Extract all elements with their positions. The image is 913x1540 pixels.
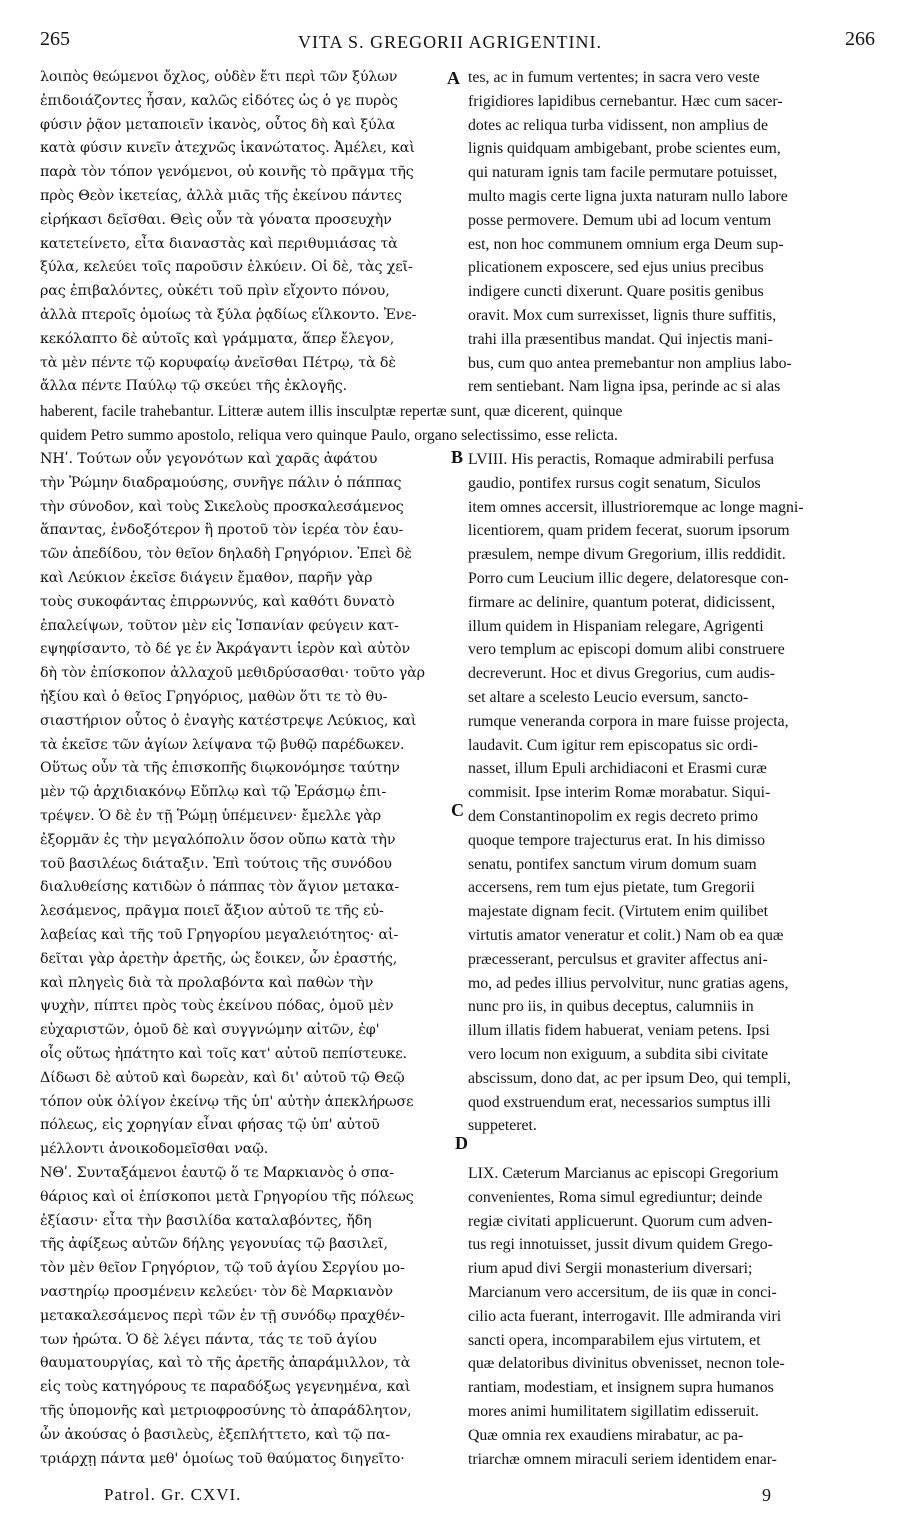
page-number-left: 265 — [40, 28, 70, 50]
greek-column-section-2 — [40, 448, 460, 1162]
text-line: sancti opera, incomparabilem ejus virtutem, et — [468, 1331, 761, 1349]
text-line: τῆς ἀφίξεως αὐτῶν δήλης γεγονυίας τῷ βασιλεῖ, — [40, 1236, 388, 1253]
text-line: τὴν σύνοδον, καὶ τοὺς Σικελοὺς προσκαλεσάμενος — [40, 498, 404, 515]
text-line: vero locum non exiguum, a subdita sibi civitate — [468, 1045, 769, 1063]
text-line: dotes ac reliqua turba vidissent, non amplius de — [468, 116, 769, 134]
text-line: τρέψεν. Ὁ δὲ ἐν τῇ Ῥώμῃ ὑπέμεινεν· ἔμελλε γὰρ — [40, 807, 382, 824]
text-line: quoque tempore trajecturus erat. In his dimisso — [468, 831, 765, 849]
text-line: καὶ πληγεὶς διὰ τὰ προλαβόντα καὶ παθὼν τὴν — [40, 974, 374, 991]
text-line: plicationem exposcere, sed ejus unius precibus — [468, 259, 764, 277]
text-line: LVIII. His peractis, Romaque admirabili perfusa — [468, 451, 775, 468]
text-line: qui naturam ignis tam facile permutare potuisset, — [468, 164, 778, 182]
text-line: Marcianum vero accersitum, de iis quæ in conci- — [468, 1283, 777, 1301]
footer-patrologia-reference: Patrol. Gr. CXVI. — [104, 1485, 242, 1504]
text-line: quidem Petro summo apostolo, reliqua vero quinque Paulo, organo selectissimo, esse relicta. — [40, 426, 618, 444]
text-line: dem Constantinopolim ex regis decreto primo — [468, 807, 758, 825]
text-line: Quæ omnia rex exaudiens mirabatur, ac pa- — [468, 1426, 744, 1444]
text-line: τόπον οὐκ ὀλίγον ἐκείνῳ τῆς ὑπ' αὐτὴν ἀπεκλήρωσε — [40, 1093, 414, 1110]
text-line: τὴν Ῥώμην διαδραμούσης, συνῆγε πάλιν ὁ πάππας — [40, 474, 402, 491]
text-line: λοιπὸς θεώμενοι ὄχλος, οὐδὲν ἔτι περὶ τῶν ξύλων — [40, 69, 398, 85]
page-number-right: 266 — [845, 28, 875, 50]
latin-full-width-paragraph — [40, 400, 880, 448]
text-line: τὸν μὲν θεῖον Γρηγόριον, τῷ τοῦ ἁγίου Σεργίου μο- — [40, 1260, 405, 1277]
text-line: rumque veneranda corpora in mare fuisse projecta, — [468, 712, 789, 730]
greek-column-section-1 — [40, 66, 460, 399]
text-line: quod exstruendum erat, necessarios sumptus illi — [468, 1093, 771, 1111]
text-line: δεῖται γὰρ ἀρετὴν ἀρετῆς, ὡς ἔοικεν, ὧν ἐραστής, — [40, 950, 398, 967]
text-line: triarchæ omnem miraculi seriem identidem enar- — [468, 1450, 777, 1468]
text-line: τὰ ἐκεῖσε τῶν ἁγίων λείψανα τῷ βυθῷ παρέδωκεν. — [40, 736, 405, 753]
text-line: πρὸς Θεὸν ἱκετείας, ἀλλὰ μιᾶς τῆς ἐκείνου πάντες — [40, 187, 402, 204]
text-line: ρας ἐπιβαλόντες, οὐκέτι τοῦ πρὶν εἴχοντο πόνου, — [40, 283, 390, 300]
text-line: ἀλλὰ πτεροῖς ὁμοίως τὰ ξύλα ῥᾳδίως εἵλκοντο. Ἐνε- — [40, 306, 417, 323]
margin-marker-a: A — [447, 68, 460, 88]
page-header — [0, 20, 913, 50]
text-line: regiæ civitati applicuerunt. Quorum cum adven- — [468, 1212, 773, 1230]
text-line: κατετείνετο, εἶτα διαναστὰς καὶ περιθυμιάσας τὰ — [40, 235, 398, 252]
text-line: multo magis certe ligna juxta naturam nullo labore — [468, 187, 788, 205]
running-title: VITA S. GREGORII AGRIGENTINI. — [298, 32, 603, 52]
text-line: φύσιν ῥᾷον μεταποιεῖν ἱκανὸς, οὗτος δὴ καὶ ξύλα — [40, 116, 395, 133]
text-line: πόλεως, εἰς χορηγίαν εἶναι φήσας τῷ ὑπ' αὐτοῦ — [40, 1117, 380, 1134]
text-line: εὐχαριστῶν, ὁμοῦ δὲ καὶ συγγνώμην αἰτῶν, ἐφ' — [40, 1022, 380, 1039]
text-line: rem sentiebant. Nam ligna ipsa, perinde ac si alas — [468, 378, 781, 396]
text-line: indigere cuncti dixerunt. Quare positis genibus — [468, 283, 764, 301]
text-line: οἷς οὕτως ἠπάτητο καὶ τοῖς κατ' αὐτοῦ πεπίστευκε. — [40, 1045, 407, 1062]
text-line: ἐπιδοιάζοντες ἦσαν, καλῶς εἰδότες ὡς ὁ γε πυρὸς — [40, 92, 398, 109]
text-line: κατὰ φύσιν κινεῖν ἀτεχνῶς ἱκανώτατος. Ἀμέλει, καὶ — [40, 140, 415, 157]
margin-marker-d: D — [455, 1133, 468, 1153]
margin-marker-c: C — [451, 800, 464, 820]
text-line: θαυματουργίας, καὶ τὸ τῆς ἀρετῆς ἀπαράμιλλον, τὰ — [40, 1355, 411, 1372]
text-line: oravit. Mox cum surrexisset, lignis thure suffitis, — [468, 306, 777, 324]
text-line: rantiam, modestiam, et insignem supra humanos — [468, 1379, 774, 1397]
text-line: item omnes accersit, illustrioremque ac longe magni- — [468, 498, 804, 516]
text-line: θάριος καὶ οἱ ἐπίσκοποι μετὰ Γρηγορίου τῆς πόλεως — [40, 1188, 414, 1205]
text-line: ἅπαντας, ἐνδοξότερον ἢ προτοῦ τὸν ἱερέα τὸν ἑαυ- — [40, 522, 404, 539]
text-line: ΝΗʹ. Τούτων οὖν γεγονότων καὶ χαρᾶς ἀφάτου — [40, 451, 378, 467]
text-line: καὶ Λεύκιον ἐκεῖσε διάγειν ἔμαθον, παρῆν γὰρ — [40, 569, 373, 586]
text-line: τὰ μὲν πέντε τῷ κορυφαίῳ ἀνεῖσθαι Πέτρῳ, τὰ δὲ — [40, 354, 396, 371]
text-line: senatu, pontifex sanctum virum domum suam — [468, 855, 757, 873]
text-line: licentiorem, quam pridem fecerat, suorum ipsorum — [468, 522, 790, 540]
text-line: Porro cum Leucium illic degere, delatoresque con- — [468, 569, 789, 587]
text-line: gaudio, pontifex rursus cogit senatum, Siculos — [468, 474, 761, 492]
text-line: κεκόλαπτο δὲ αὐτοῖς καὶ γράμματα, ἅπερ ἔλεγον, — [40, 330, 395, 347]
text-line: ναστηρίῳ προσμένειν κελεύει· τὸν δὲ Μαρκιανὸν — [40, 1283, 393, 1300]
text-line: accersens, rem tum ejus pietate, tum Gregorii — [468, 879, 755, 897]
footer-signature-number: 9 — [762, 1485, 771, 1505]
text-line: rium apud divi Sergii monasterium diversari; — [468, 1260, 753, 1278]
text-line: quæ delatoribus divinitus obvenisset, necnon tole- — [468, 1355, 785, 1373]
text-line: cilio acta fuerant, interrogavit. Ille admiranda viri — [468, 1307, 782, 1325]
text-line: διαλυθείσης κατιδὼν ὁ πάππας τὸν ἅγιον μετακα- — [40, 879, 400, 896]
text-line: illum illatis fidem habuerat, veniam petens. Ipsi — [468, 1022, 770, 1040]
text-line: ψυχὴν, πίπτει πρὸς τοὺς ἐκείνου πόδας, ὁμοῦ μὲν — [40, 998, 394, 1015]
text-line: εἰς τοὺς κατηγόρους τε παραδόξως γεγενημένα, καὶ — [40, 1379, 411, 1396]
text-line: præsulem, nempe divum Gregorium, illis reddidit. — [468, 546, 786, 564]
text-line: λεσάμενος, πρᾶγμα ποιεῖ ἄξιον αὐτοῦ τε τῆς εὐ- — [40, 903, 384, 920]
text-line: decreverunt. Hoc et divus Gregorius, cum audis- — [468, 665, 776, 683]
text-line: nasset, illum Epuli archidiaconi et Erasmi curæ — [468, 760, 767, 778]
text-line: ξύλα, κελεύει τοῖς παροῦσιν ἑλκύειν. Οἱ δὲ, τὰς χεῖ- — [40, 259, 413, 276]
text-line: τῶν ἀπεδίδου, τὸν θεῖον δηλαδὴ Γρηγόριον. Ἐπεὶ δὲ — [40, 546, 412, 563]
text-line: ἄλλα πέντε Παύλῳ τῷ σκεύει τῆς ἐκλογῆς. — [40, 378, 347, 395]
text-line: τοὺς συκοφάντας ἐπιρρωννύς, καὶ καθότι δυνατὸ — [40, 593, 395, 610]
text-line: lignis quidquam ambigebant, probe scientes eum, — [468, 140, 781, 158]
text-line: majestate dignam fecit. (Virtutem enim quilibet — [468, 903, 768, 921]
text-line: commisit. Ipse interim Romæ morabatur. Siqui- — [468, 784, 771, 802]
text-line: convenientes, Roma simul egrediuntur; deinde — [468, 1188, 763, 1206]
text-line: vero templum ac episcopi domum alibi construere — [468, 641, 785, 659]
text-line: trahi illa præsentibus mandat. Qui injectis mani- — [468, 330, 773, 348]
text-line: μέλλοντι ἀνοικοδομεῖσθαι ναῷ. — [40, 1141, 269, 1158]
text-line: abscissum, dono dat, ac per ipsum Deo, qui templi, — [468, 1069, 791, 1087]
text-line: virtutis amator veneratur et colit.) Nam ob ea quæ — [468, 926, 784, 944]
latin-column-section-2 — [468, 448, 878, 1138]
text-line: τῆς ὑπομονῆς καὶ μετριοφροσύνης τὸ ἀπαράδλητον, — [40, 1402, 412, 1419]
text-line: posse permovere. Demum ubi ad locum ventum — [468, 211, 772, 229]
text-line: firmare ac delinire, quantum poterat, didicissent, — [468, 593, 776, 611]
latin-column-section-3 — [468, 1162, 878, 1471]
text-line: nunc pro iis, in quibus deceptus, calumniis in — [468, 998, 754, 1016]
text-line: ἐξίασιν· εἶτα τὴν βασιλίδα καταλαβόντες, ἤδη — [40, 1212, 372, 1229]
text-line: δὴ τὸν ἐπίσκοπον ἀλλαχοῦ μεθιδρύσασθαι· τοῦτο γὰρ — [40, 665, 425, 682]
text-line: ἐπαλείψων, τοῦτον μὲν εἰς Ἱσπανίαν φεύγειν κατ- — [40, 617, 399, 634]
text-line: τοῦ βασιλέως διάταξιν. Ἐπὶ τούτοις τῆς συνόδου — [40, 855, 392, 872]
text-line: haberent, facile trahebantur. Litteræ autem illis insculptæ repertæ sunt, quæ dicerent, quinque — [40, 403, 623, 420]
text-line: laudavit. Cum igitur rem episcopatus sic ordi- — [468, 736, 758, 754]
text-line: ἠξίου καὶ ὁ θεῖος Γρηγόριος, μαθὼν ὅτι τε τὸ θυ- — [40, 688, 388, 705]
text-line: præcesserant, perculsus et graviter affectus ani- — [468, 950, 768, 968]
text-line: mores animi humilitatem sigillatim edisseruit. — [468, 1402, 759, 1420]
text-line: tus regi innotuisset, jussit divum quidem Grego- — [468, 1236, 773, 1254]
text-line: παρὰ τὸν τόπον γενόμενοι, οὐ κοινῆς τὸ πρᾶγμα τῆς — [40, 164, 414, 181]
text-line: των ἠρώτα. Ὁ δὲ λέγει πάντα, τάς τε τοῦ ἁγίου — [40, 1331, 377, 1348]
text-line: μὲν τῷ ἀρχιδιακόνῳ Εὔπλῳ καὶ τῷ Ἐράσμῳ ἐπι- — [40, 784, 387, 801]
text-line: εψηφίσαντο, τὸ δέ γε ἐν Ἀκράγαντι ἱερὸν καὶ αὐτὸν — [40, 641, 411, 658]
text-line: set altare a scelesto Leucio eversum, sancto- — [468, 688, 749, 706]
text-line: ἐξορμᾶν ἐς τὴν μεγαλόπολιν ὅσον οὔπω κατὰ τὴν — [40, 831, 396, 848]
text-line: ΝΘʹ. Συνταξάμενοι ἑαυτῷ ὅ τε Μαρκιανὸς ὁ σπα- — [40, 1165, 394, 1181]
text-line: bus, cum quo antea premebantur non amplius labo- — [468, 354, 792, 372]
text-line: LIX. Cæterum Marcianus ac episcopi Gregorium — [468, 1165, 779, 1182]
margin-marker-b: B — [451, 447, 464, 467]
text-line: frigidiores lapidibus cernebantur. Hæc cum sacer- — [468, 92, 783, 110]
text-line: ὧν ἀκούσας ὁ βασιλεὺς, ἐξεπλήττετο, καὶ τῷ πα- — [40, 1426, 391, 1443]
text-line: Δίδωσι δὲ αὐτοῦ καὶ δωρεὰν, καὶ δι' αὐτοῦ τῷ Θεῷ — [40, 1069, 405, 1086]
text-line: mo, ad pedes illius pervolvitur, nunc gratias agens, — [468, 974, 789, 992]
latin-column-section-1 — [468, 66, 878, 399]
text-line: τριάρχῃ πάντα μεθ' ὁμοίως τοῦ θαύματος διηγεῖτο· — [40, 1450, 405, 1467]
text-line: est, non hoc communem omnium erga Deum sup- — [468, 235, 784, 253]
greek-column-section-3 — [40, 1162, 460, 1471]
text-line: σιαστήριον οὗτος ὁ ἐναγὴς κατέστρεψε Λεύκιος, καὶ — [40, 712, 417, 729]
text-line: μετακαλεσάμενος περὶ τῶν ἐν τῇ συνόδῳ πραχθέν- — [40, 1307, 405, 1324]
text-line: εἰρήκασι δεῖσθαι. Θεὶς οὖν τὰ γόνατα προσευχὴν — [40, 211, 392, 228]
text-line: tes, ac in fumum vertentes; in sacra vero veste — [468, 69, 760, 86]
text-line: illum quidem in Hispaniam relegare, Agrigenti — [468, 617, 764, 635]
text-line: λαβείας καὶ τῆς τοῦ Γρηγορίου μεγαλειότητος· αἰ- — [40, 926, 399, 943]
text-line: Οὕτως οὖν τὰ τῆς ἐπισκοπῆς διῳκονόμησε ταύτην — [40, 760, 400, 777]
text-line: suppeteret. — [468, 1117, 537, 1135]
